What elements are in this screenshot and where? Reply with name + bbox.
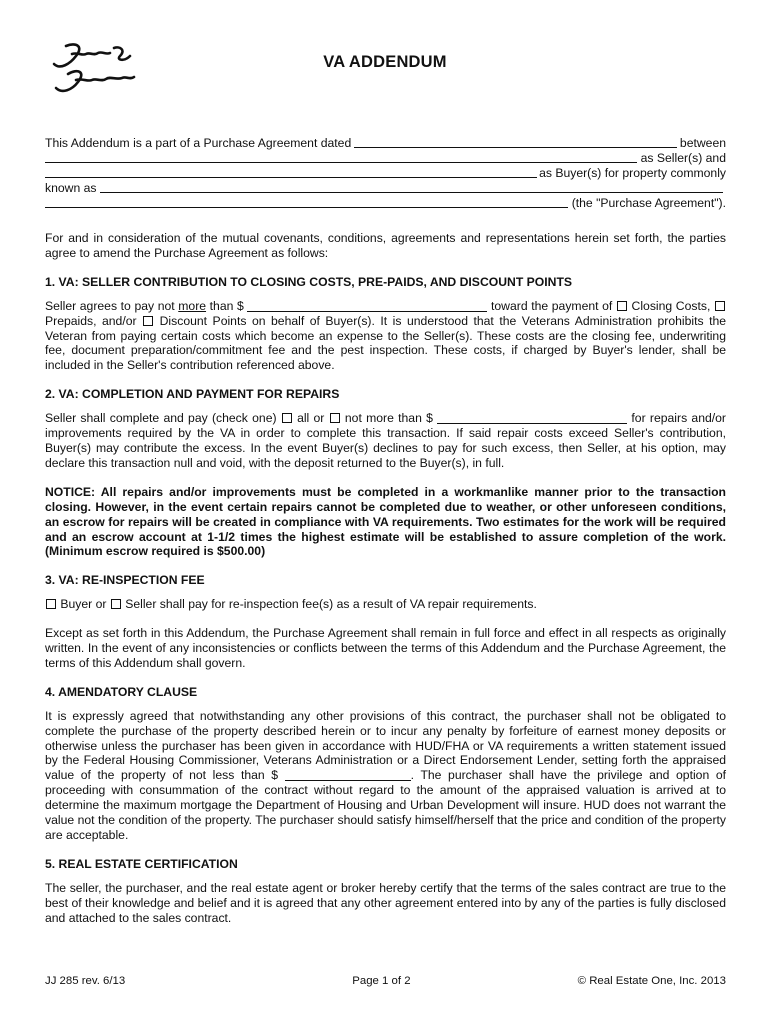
intro-line-5: (the "Purchase Agreement").	[45, 196, 726, 211]
section-5-heading: 5. REAL ESTATE CERTIFICATION	[45, 856, 238, 871]
appraised-value-field[interactable]	[285, 769, 411, 781]
document-title: VA ADDENDUM	[323, 53, 447, 71]
repairs-amount-field[interactable]	[437, 412, 627, 424]
repairs-notice: NOTICE: All repairs and/or improvements must be completed in a workmanlike manner prior to the transaction closing. However, in the event certain repairs cannot be completed due to weather, or other unforeseen conditions, an escrow for repairs will be created in compliance with VA requirements. Two estimates for the work will be required and an escrow account at 1-1/2 times the highest estimate will be established to assure completion of the work. (Minimum escrow required is $500.00)	[45, 484, 726, 559]
addendum-body	[45, 136, 726, 926]
except-paragraph: Except as set forth in this Addendum, the Purchase Agreement shall remain in full force and effect in all respects as originally written. In the event of any inconsistencies or conflicts between the terms of this Addendum and the Purchase Agreement, the terms of this Addendum shall govern.	[45, 626, 726, 670]
repairs-all-checkbox[interactable]	[282, 413, 292, 423]
seller-contribution-amount-field[interactable]	[247, 300, 487, 312]
seller-name-field[interactable]	[45, 151, 637, 163]
copyright: © Real Estate One, Inc. 2013	[577, 975, 726, 987]
form-id: JJ 285 rev. 6/13	[45, 975, 126, 987]
section-2-heading: 2. VA: COMPLETION AND PAYMENT FOR REPAIRS	[45, 387, 340, 402]
section-1-heading: 1. VA: SELLER CONTRIBUTION TO CLOSING COSTS, PRE-PAIDS, AND DISCOUNT POINTS	[45, 274, 573, 289]
page-footer	[45, 975, 726, 987]
buyer-name-field[interactable]	[45, 166, 537, 178]
discount-points-checkbox[interactable]	[143, 316, 153, 326]
intro-line-1: This Addendum is a part of a Purchase Agreement dated between	[45, 136, 726, 151]
reinspection-seller-checkbox[interactable]	[111, 599, 121, 609]
prepaids-checkbox[interactable]	[715, 301, 725, 311]
consideration-paragraph: For and in consideration of the mutual covenants, conditions, agreements and representations herein set forth, the parties agree to amend the Purchase Agreement as follows:	[45, 231, 726, 260]
repairs-not-more-than-checkbox[interactable]	[330, 413, 340, 423]
section-4-heading: 4. AMENDATORY CLAUSE	[45, 684, 198, 699]
page-number: Page 1 of 2	[352, 975, 411, 987]
intro-line-3: as Buyer(s) for property commonly	[45, 166, 726, 181]
closing-costs-checkbox[interactable]	[617, 301, 627, 311]
section-2-paragraph: Seller shall complete and pay (check one) all or not more than $ for repairs and/or improvements required by the VA in order to complete this transaction. If said repair costs exceed Seller's contribution, Buyer(s) may contribute the excess. In the event Buyer(s) declines to pay for such excess, then Seller, at his option, may declare this transaction null and void, with the deposit returned to the Buyer(s), in full.	[45, 411, 726, 470]
property-address-field-2[interactable]	[45, 196, 568, 208]
reinspection-buyer-checkbox[interactable]	[46, 599, 56, 609]
purchase-agreement-date-field[interactable]	[354, 136, 677, 148]
section-4-paragraph: It is expressly agreed that notwithstanding any other provisions of this contract, the purchaser shall not be obligated to complete the purchase of the property described herein or to incur any penalty by forfeiture of earnest money deposits or otherwise unless the purchaser has been given in accordance with HUD/FHA or VA requirements a written statement issued by the Federal Housing Commissioner, Veterans Administration or a Direct Endorsement Lender, setting forth the appraised value of the property of not less than $ . The purchaser shall have the privilege and option of proceeding with consummation of the contract without regard to the amount of the appraised valuation is arrived at to determine the maximum mortgage the Department of Housing and Urban Development will insure. HUD does not warrant the value not the condition of the property. The purchaser should satisfy himself/herself that the price and condition of the property are acceptable.	[45, 708, 726, 842]
intro-line-2: as Seller(s) and	[45, 151, 726, 166]
section-5-paragraph: The seller, the purchaser, and the real estate agent or broker hereby certify that the terms of the sales contract are true to the best of their knowledge and belief and it is agreed that any other agreement entered into by any of the parties is fully disclosed and attached to the sales contract.	[45, 880, 726, 925]
section-3-heading: 3. VA: RE-INSPECTION FEE	[45, 573, 205, 588]
section-3-paragraph: Buyer or Seller shall pay for re-inspection fee(s) as a result of VA repair requirements.	[45, 597, 726, 612]
intro-line-4: known as	[45, 181, 726, 196]
section-1-paragraph: Seller agrees to pay not more than $ toward the payment of Closing Costs, Prepaids, and/or Discount Points on behalf of Buyer(s). It is understood that the Veterans Administration prohibits the Veteran from paying certain costs which become an expense to the Seller(s). These costs are the closing fee, underwriting fee, document preparation/commitment fee and the pest inspection. These costs, if charged by Buyer's lender, shall be included in the Seller's contribution referenced above.	[45, 298, 727, 373]
property-address-field[interactable]	[100, 181, 724, 193]
